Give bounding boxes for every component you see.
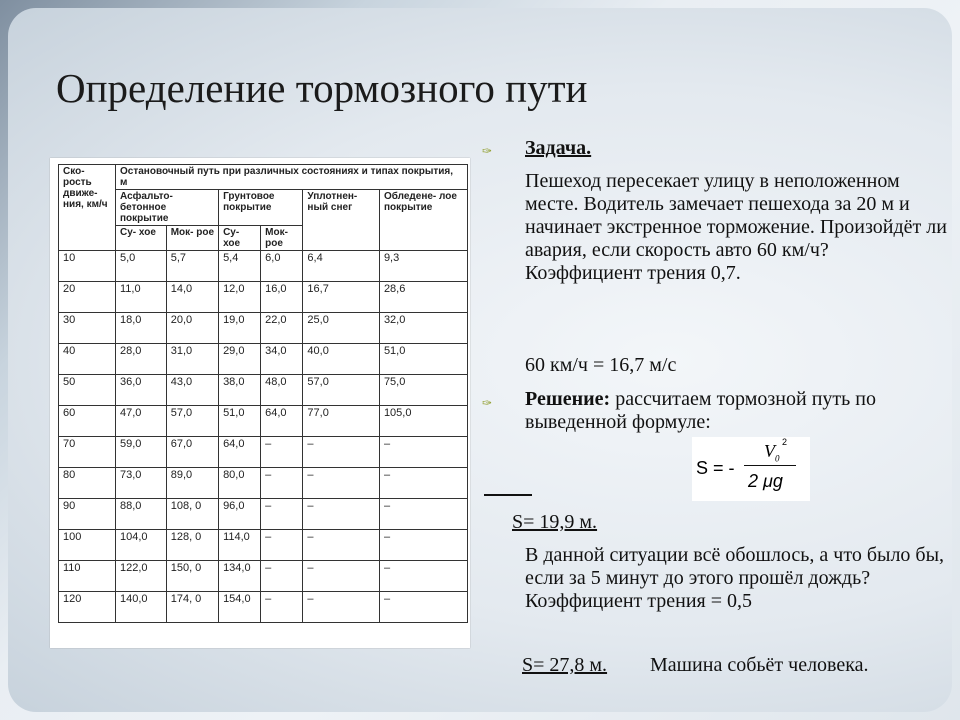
table-row — [59, 499, 468, 530]
braking-formula — [692, 437, 810, 501]
distance-cell: 154,0 — [219, 592, 261, 623]
distance-cell: 14,0 — [166, 282, 218, 313]
table-row — [59, 313, 468, 344]
header-wet: Мок- рое — [166, 226, 218, 251]
distance-cell: 28,6 — [379, 282, 467, 313]
header-main: Остановочный путь при различных состояниях и типах покрытия, м — [116, 165, 468, 190]
header-ice: Обледене- лое покрытие — [379, 190, 467, 251]
header-speed: Ско- рость движе- ния, км/ч — [59, 165, 116, 251]
distance-cell: – — [261, 530, 303, 561]
solution-text — [525, 388, 915, 434]
solution-body: рассчитаем тормозной путь по выведенной формуле: — [525, 388, 876, 433]
distance-cell: 134,0 — [219, 561, 261, 592]
distance-cell: – — [379, 561, 467, 592]
distance-cell: – — [303, 437, 380, 468]
distance-cell: – — [261, 592, 303, 623]
distance-cell: – — [261, 499, 303, 530]
result-2-conclusion: Машина собьёт человека. — [650, 654, 869, 676]
distance-cell: – — [261, 437, 303, 468]
table-row — [59, 437, 468, 468]
formula-lhs: S = - — [696, 458, 735, 478]
continuation-text: В данной ситуации всё обошлось, а что было бы, если за 5 минут до этого прошёл дождь? Коэффициент трения = 0,5 — [525, 544, 945, 612]
braking-table-image — [50, 158, 470, 648]
speed-cell: 60 — [59, 406, 116, 437]
distance-cell: – — [303, 592, 380, 623]
task-description: Пешеход пересекает улицу в неположенном месте. Водитель замечает пешехода за 20 м и начинает экстренное торможение. Произойдёт ли авария, если скорость авто 60 км/ч? Коэффициент трения 0,7. — [525, 170, 947, 284]
distance-cell: 31,0 — [166, 344, 218, 375]
distance-cell: 59,0 — [116, 437, 167, 468]
speed-cell: 20 — [59, 282, 116, 313]
table-row — [59, 282, 468, 313]
distance-cell: 51,0 — [379, 344, 467, 375]
distance-cell: 22,0 — [261, 313, 303, 344]
distance-cell: 6,0 — [261, 251, 303, 282]
distance-cell: – — [379, 592, 467, 623]
distance-cell: 19,0 — [219, 313, 261, 344]
distance-cell: – — [261, 468, 303, 499]
distance-cell: 105,0 — [379, 406, 467, 437]
distance-cell: 150, 0 — [166, 561, 218, 592]
distance-cell: 114,0 — [219, 530, 261, 561]
distance-cell: 5,7 — [166, 251, 218, 282]
speed-cell: 110 — [59, 561, 116, 592]
table-row — [59, 530, 468, 561]
result-2: S= 27,8 м. — [522, 654, 608, 676]
speed-conversion: 60 км/ч = 16,7 м/с — [525, 354, 677, 376]
distance-cell: 89,0 — [166, 468, 218, 499]
distance-cell: – — [303, 530, 380, 561]
table-row — [59, 561, 468, 592]
slide-title: Определение тормозного пути — [56, 65, 588, 111]
distance-cell: 67,0 — [166, 437, 218, 468]
table-row — [59, 592, 468, 623]
table-row — [59, 344, 468, 375]
solution-label: Решение: — [525, 388, 611, 410]
distance-cell: 128, 0 — [166, 530, 218, 561]
formula-numerator: $V_0$ — [764, 441, 780, 464]
fraction-bar — [744, 465, 796, 466]
distance-cell: 104,0 — [116, 530, 167, 561]
distance-cell: – — [379, 499, 467, 530]
speed-cell: 10 — [59, 251, 116, 282]
distance-cell: 32,0 — [379, 313, 467, 344]
distance-cell: 18,0 — [116, 313, 167, 344]
distance-cell: 140,0 — [116, 592, 167, 623]
braking-distance-table — [58, 164, 468, 623]
underline-divider — [484, 494, 532, 496]
distance-cell: 20,0 — [166, 313, 218, 344]
speed-cell: 120 — [59, 592, 116, 623]
header-dry: Су- хое — [219, 226, 261, 251]
distance-cell: 36,0 — [116, 375, 167, 406]
distance-cell: – — [379, 437, 467, 468]
table-row — [59, 468, 468, 499]
formula-denominator: 2 μg — [748, 471, 783, 491]
speed-cell: 50 — [59, 375, 116, 406]
distance-cell: 64,0 — [261, 406, 303, 437]
distance-cell: 11,0 — [116, 282, 167, 313]
distance-cell: 51,0 — [219, 406, 261, 437]
distance-cell: 16,7 — [303, 282, 380, 313]
distance-cell: 108, 0 — [166, 499, 218, 530]
distance-cell: – — [261, 561, 303, 592]
header-ground: Грунтовое покрытие — [219, 190, 303, 226]
distance-cell: 73,0 — [116, 468, 167, 499]
header-wet: Мок- рое — [261, 226, 303, 251]
distance-cell: – — [303, 499, 380, 530]
distance-cell: 43,0 — [166, 375, 218, 406]
distance-cell: 64,0 — [219, 437, 261, 468]
bullet-icon: ✑ — [482, 144, 493, 158]
bullet-icon: ✑ — [482, 396, 493, 410]
formula-exponent: 2 — [782, 437, 788, 447]
distance-cell: 28,0 — [116, 344, 167, 375]
speed-cell: 80 — [59, 468, 116, 499]
distance-cell: 38,0 — [219, 375, 261, 406]
distance-cell: 57,0 — [166, 406, 218, 437]
distance-cell: – — [379, 468, 467, 499]
distance-cell: 6,4 — [303, 251, 380, 282]
header-dry: Су- хое — [116, 226, 167, 251]
table-row — [59, 251, 468, 282]
distance-cell: 77,0 — [303, 406, 380, 437]
distance-cell: 88,0 — [116, 499, 167, 530]
distance-cell: 47,0 — [116, 406, 167, 437]
distance-cell: 80,0 — [219, 468, 261, 499]
speed-cell: 90 — [59, 499, 116, 530]
distance-cell: 34,0 — [261, 344, 303, 375]
distance-cell: 12,0 — [219, 282, 261, 313]
distance-cell: 5,0 — [116, 251, 167, 282]
distance-cell: 25,0 — [303, 313, 380, 344]
distance-cell: 40,0 — [303, 344, 380, 375]
distance-cell: 9,3 — [379, 251, 467, 282]
table-row — [59, 406, 468, 437]
header-snow: Уплотнен- ный снег — [303, 190, 380, 251]
distance-cell: 174, 0 — [166, 592, 218, 623]
speed-cell: 40 — [59, 344, 116, 375]
distance-cell: – — [379, 530, 467, 561]
distance-cell: 57,0 — [303, 375, 380, 406]
table-row — [59, 375, 468, 406]
speed-cell: 30 — [59, 313, 116, 344]
distance-cell: 16,0 — [261, 282, 303, 313]
distance-cell: 96,0 — [219, 499, 261, 530]
header-asphalt: Асфальто- бетонное покрытие — [116, 190, 219, 226]
distance-cell: 5,4 — [219, 251, 261, 282]
distance-cell: 29,0 — [219, 344, 261, 375]
speed-cell: 70 — [59, 437, 116, 468]
distance-cell: 48,0 — [261, 375, 303, 406]
distance-cell: – — [303, 468, 380, 499]
task-label: Задача. — [525, 137, 592, 159]
distance-cell: 122,0 — [116, 561, 167, 592]
result-1: S= 19,9 м. — [512, 511, 598, 533]
distance-cell: 75,0 — [379, 375, 467, 406]
speed-cell: 100 — [59, 530, 116, 561]
distance-cell: – — [303, 561, 380, 592]
